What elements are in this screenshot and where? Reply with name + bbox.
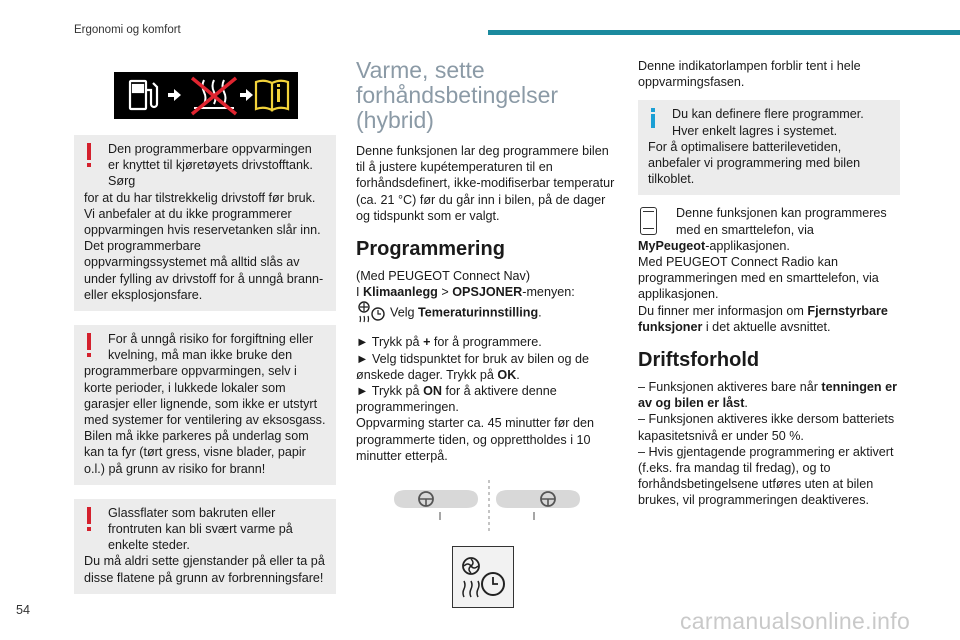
phone-text: Denne funksjonen kan programmeres med en smarttelefon, via [676,206,887,237]
chapter-title: Varme, sette forhåndsbetingelser (hybrid) [356,57,559,133]
intro-text: Denne funksjonen lar deg programmere bilen til å justere kupétemperaturen til en forhåndsdefinert, ikke-modifiserbar temperatur (ca. 21 °C) før du går inn i bilen, på de dager og tidspunkt som er valgt. [356,144,615,223]
column-left [74,58,336,608]
warning-exclamation-icon [87,143,91,160]
section-title-programmering: Programmering [356,238,505,261]
warning-text: Bilen må ikke parkeres på underlag som kan ta fyr (tørt gress, visne blader, papir o.l.) på grunn av risiko for brann! [84,429,309,476]
warning-box-ventilation [74,325,336,485]
warning-text: Glassflater som bakruten eller frontruten kan bli svært varme på enkelte steder. [108,505,293,553]
header-accent-bar [488,30,960,35]
fuel-warning-pictogram [114,72,298,119]
info-icon [651,114,655,128]
no-heating-icon [192,78,236,114]
step-3: ► Trykk på ON for å aktivere denne programmeringen. [356,384,557,415]
warning-text: for at du har tilstrekkelig drivstoff før bruk. Vi anbefaler at du ikke programmerer oppvarmingen hvis reservetanken slår inn. Det programmerbare oppvarmingssystemet må alltid slås av under fylling av drivstoff for å unngå brann- eller eksplosjonsfare. [84,190,324,302]
right-car-icon [496,490,580,520]
warning-exclamation-icon [87,507,91,524]
menu-options: OPSJONER [452,285,523,300]
info-text: Du kan definere flere programmer. Hver enkelt lagres i systemet. [672,107,864,138]
warning-exclamation-icon [87,333,91,350]
page-number: 54 [16,603,31,617]
condition-2: – Funksjonen aktiveres ikke dersom batteriets kapasitetsnivå er under 50 %. [638,412,895,443]
manual-book-icon [256,81,288,110]
menu-path: I Klimaanlegg > OPSJONER-menyen: [356,285,575,300]
warning-text: programmerbare oppvarmingen, selv i korte perioder, i lukkede lokaler som garasjer eller lignende, som ikke er utstyrt med systemer for ventilering av eksosgass. [84,364,326,428]
watermark: carmanualsonline.info [680,608,911,634]
fan-timer-icon [356,300,386,326]
smartphone-note [638,205,900,335]
column-right [638,58,900,509]
phone-app-line: MyPeugeot-applikasjonen. [638,238,790,253]
smartphone-icon [640,207,657,235]
warning-text: Du må aldri sette gjenstander på eller ta på disse flatene på grunn av forbrenningsfare! [84,554,325,585]
menu-climate: Klimaanlegg [363,285,438,300]
section-title-driftsforhold: Driftsforhold [638,349,760,372]
pictogram-strip [114,72,298,119]
condition-3: – Hvis gjentagende programmering er aktivert (f.eks. fra mandag til fredag), og to forhåndsbetingelsene utføres uten at bilen brukes, vil programmeringen deaktiveres. [638,444,894,508]
indicator-text: Denne indikatorlampen forblir tent i hele oppvarmingsfasen. [638,59,861,90]
select-line: Velg Temeraturinnstilling. [356,300,618,326]
arrow-right-icon [240,89,253,101]
fan-timer-button-icon [452,546,514,608]
car-steering-illustration [356,476,618,536]
nav-line: (Med PEUGEOT Connect Nav) [356,269,531,284]
step-1: ► Trykk på + for å programmere. [356,335,542,350]
column-middle [356,58,618,608]
running-header: Ergonomi og komfort [74,24,181,36]
warning-box-fuel [74,135,336,311]
warning-text: For å unngå risiko for forgiftning eller kvelning, må man ikke bruke den [108,332,314,363]
warning-box-glass [74,499,336,594]
info-text: For å optimalisere batterilevetiden, anbefaler vi programmering med bilen tilkoblet. [648,139,861,187]
arrow-right-icon [168,89,181,101]
condition-1: – Funksjonen aktiveres bare når tenningen er av og bilen er låst. [638,380,897,411]
more-info-line: Du finner mer informasjon om Fjernstyrbare funksjoner i det aktuelle avsnittet. [638,303,888,334]
left-car-icon [394,490,478,520]
step-2: ► Velg tidspunktet for bruk av bilen og de ønskede dager. Trykk på OK. [356,351,589,382]
fuel-pump-icon [130,81,157,109]
cars-svg [356,476,618,536]
timing-note: Oppvarming starter ca. 45 minutter før den programmerte tiden, og opprettholdes i 10 minutter etterpå. [356,416,594,463]
info-box-programs [638,100,900,195]
warning-text: Den programmerbare oppvarmingen er knyttet til kjøretøyets drivstofftank. Sørg [108,142,313,189]
phone-radio-text: Med PEUGEOT Connect Radio kan programmeringen med en smarttelefon, via applikasjonen. [638,255,879,302]
fan-timer-icon [453,547,512,606]
